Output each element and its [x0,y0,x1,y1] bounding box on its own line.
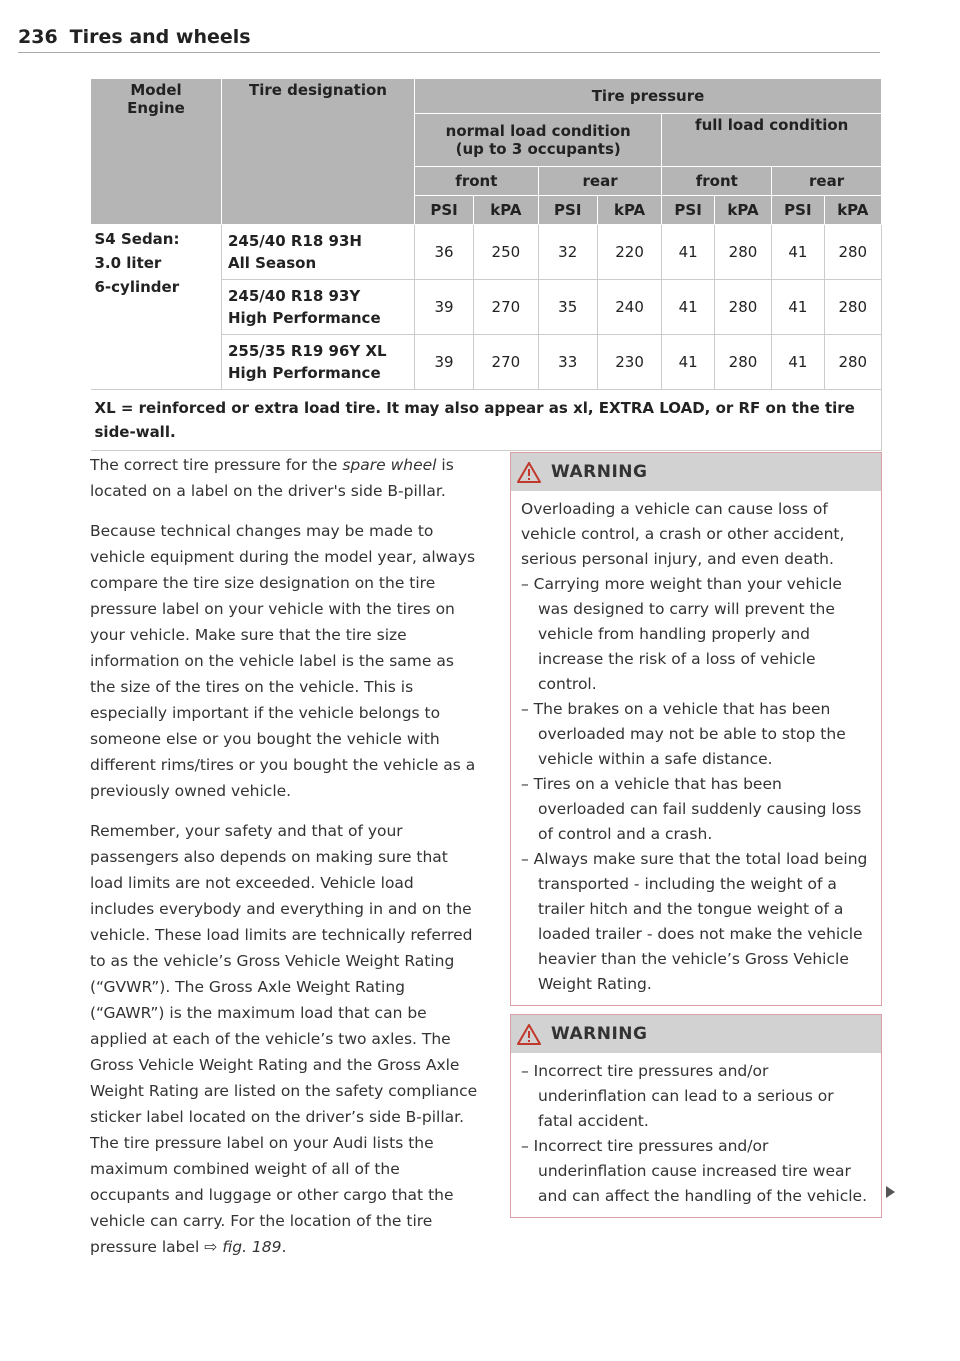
value-cell: 41 [772,335,824,390]
value-cell: 280 [714,335,771,390]
value-cell: 41 [662,280,714,335]
header-psi: PSI [538,196,597,225]
page-header [18,22,880,53]
value-cell: 39 [415,335,474,390]
header-rear-full: rear [772,167,882,196]
page-number: 236 [18,26,58,48]
warning-title: WARNING [551,461,648,482]
tire-designation-cell: 245/40 R18 93Y High Performance [222,280,415,335]
value-cell: 35 [538,280,597,335]
value-cell: 240 [597,280,662,335]
warning-triangle-icon [517,1024,541,1045]
continue-arrow-icon [886,1186,895,1198]
value-cell: 36 [415,225,474,280]
header-tire-pressure: Tire pressure [415,79,882,114]
load-limits-paragraph: Remember, your safety and that of your passengers also depends on making sure that load limits are not exceeded. Vehicle load includes everybody and everything in and on the vehicle. These load limits are technically referred to as the vehicle’s Gross Vehicle Weight Rating (“GVWR”). The Gross Axle Weight Rating (“GAWR”) is the maximum load that can be applied at each of the vehicle’s two axles. The Gross Vehicle Weight Rating and the Gross Axle Weight Rating are listed on the safety compliance sticker label located on the driver’s side B-pillar. The tire pressure label on your Audi lists the maximum combined weight of all of the occupants and luggage or other cargo that the vehicle can carry. For the location of the tire pressure label ⇨ fig. 189. [90,822,478,1256]
value-cell: 41 [662,225,714,280]
header-full-load: full load condition [662,114,882,167]
value-cell: 280 [824,280,881,335]
list-item: – Tires on a vehicle that has been overloaded can fail suddenly causing loss of control and a crash. [521,775,862,843]
value-cell: 41 [662,335,714,390]
value-cell: 230 [597,335,662,390]
warning-title: WARNING [551,1023,648,1044]
spare-wheel-paragraph: The correct tire pressure for the spare wheel is located on a label on the driver's side B-pillar. [90,456,454,500]
header-rear-normal: rear [538,167,662,196]
technical-changes-paragraph: Because technical changes may be made to vehicle equipment during the model year, always compare the tire size designation on the tire pressure label on your vehicle with the tires on your vehicle. Make sure that the tire size information on the vehicle label is the same as the size of the tires on the vehicle. This is especially important if the vehicle belongs to someone else or you bought the vehicle with different rims/tires or you bought the vehicle as a previously owned vehicle. [90,522,476,800]
header-front-full: front [662,167,772,196]
value-cell: 220 [597,225,662,280]
table-row [91,225,882,280]
value-cell: 270 [474,280,539,335]
value-cell: 250 [474,225,539,280]
warning-header [511,453,881,491]
header-psi: PSI [415,196,474,225]
warning-header [511,1015,881,1053]
value-cell: 41 [772,225,824,280]
list-item: – Always make sure that the total load being transported - including the weight of a trailer hitch and the tongue weight of a loaded trailer - does not make the vehicle heavier than the vehicle’s Gross Vehicle Weight Rating. [521,850,868,993]
header-normal-load: normal load condition (up to 3 occupants) [415,114,662,167]
value-cell: 280 [824,225,881,280]
list-item: – The brakes on a vehicle that has been overloaded may not be able to stop the vehicle within a safe distance. [521,700,846,768]
list-item: – Incorrect tire pressures and/or underinflation cause increased tire wear and can affect the handling of the vehicle. [521,1137,868,1205]
list-item: – Carrying more weight than your vehicle was designed to carry will prevent the vehicle from handling properly and increase the risk of a loss of vehicle control. [521,575,842,693]
header-psi: PSI [772,196,824,225]
header-kpa: kPA [474,196,539,225]
body-text-column [90,452,480,1274]
value-cell: 280 [714,280,771,335]
header-kpa: kPA [714,196,771,225]
warning-box-overloading [510,452,882,1006]
table-footnote: XL = reinforced or extra load tire. It may also appear as xl, EXTRA LOAD, or RF on the tire side-wall. [91,390,882,451]
value-cell: 41 [772,280,824,335]
value-cell: 270 [474,335,539,390]
list-item: – Incorrect tire pressures and/or underinflation can lead to a serious or fatal accident. [521,1062,834,1130]
tire-pressure-table [90,78,882,451]
figure-reference-link[interactable]: ⇨ fig. 189 [204,1238,282,1256]
warning-box-tire-pressure [510,1014,882,1218]
warning-triangle-icon [517,462,541,483]
model-engine-cell: S4 Sedan: 3.0 liter 6-cylinder [91,225,222,390]
header-kpa: kPA [824,196,881,225]
header-kpa: kPA [597,196,662,225]
header-psi: PSI [662,196,714,225]
tire-designation-cell: 255/35 R19 96Y XL High Performance [222,335,415,390]
header-tire-designation: Tire designation [222,79,415,225]
section-title: Tires and wheels [69,26,251,48]
header-front-normal: front [415,167,539,196]
value-cell: 32 [538,225,597,280]
value-cell: 39 [415,280,474,335]
header-model-engine: Model Engine [91,79,222,225]
value-cell: 280 [714,225,771,280]
value-cell: 33 [538,335,597,390]
tire-designation-cell: 245/40 R18 93H All Season [222,225,415,280]
warning-intro: Overloading a vehicle can cause loss of vehicle control, a crash or other accident, serious personal injury, and even death. [521,500,845,568]
value-cell: 280 [824,335,881,390]
